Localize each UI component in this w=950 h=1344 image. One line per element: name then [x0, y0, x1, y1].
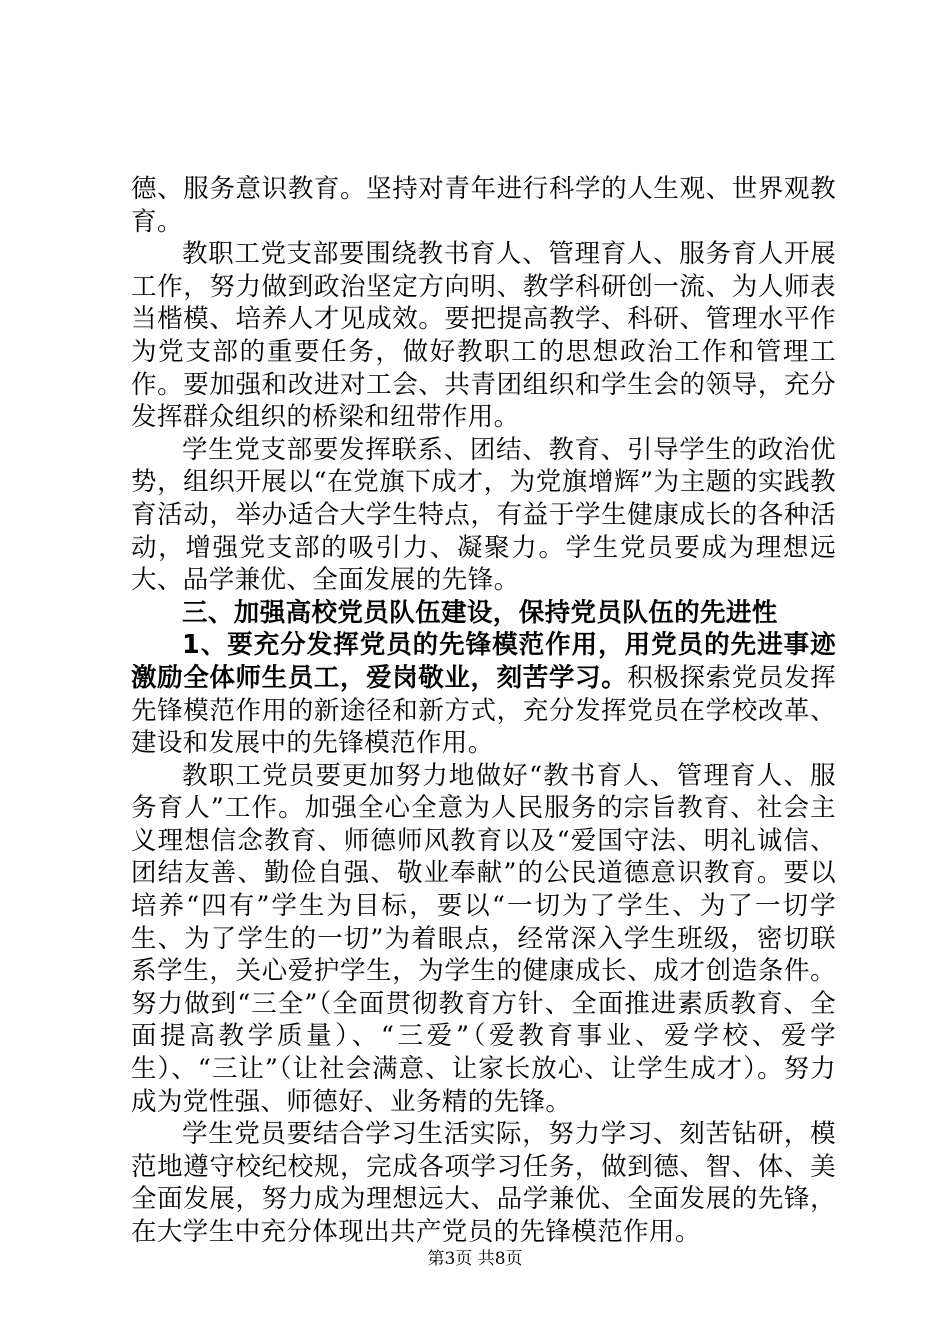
paragraph-continuation: 德、服务意识教育。坚持对青年进行科学的人生观、世界观教育。	[131, 174, 836, 237]
paragraph-point-1	[131, 629, 836, 759]
paragraph-student-members: 学生党员要结合学习生活实际，努力学习、刻苦钻研，模范地遵守校纪校规，完成各项学习任务，做到德、智、体、美全面发展，努力成为理想远大、品学兼优、全面发展的先锋，在大学生中充分体现出共产党员的先锋模范作用。	[131, 1119, 836, 1247]
document-body	[131, 173, 836, 1249]
section-heading: 三、加强高校党员队伍建设，保持党员队伍的先进性	[182, 597, 778, 628]
paragraph-faculty-branch: 教职工党支部要围绕教书育人、管理育人、服务育人开展工作，努力做到政治坚定方向明、教学科研创一流、为人师表当楷模、培养人才见成效。要把提高教学、科研、管理水平作为党支部的重要任务，做好教职工的思想政治工作和管理工作。要加强和改进对工会、共青团组织和学生会的领导，充分发挥群众组织的桥梁和纽带作用。	[131, 239, 836, 433]
paragraph-faculty-members: 教职工党员要更加努力地做好“教书育人、管理育人、服务育人”工作。加强全心全意为人民服务的宗旨教育、社会主义理想信念教育、师德师风教育以及“爱国守法、明礼诚信、团结友善、勤俭自强、敬业奉献”的公民道德意识教育。要以培养“四有”学生为目标，要以“一切为了学生、为了一切学生、为了学生的一切”为着眼点，经常深入学生班级，密切联系学生，关心爱护学生，为学生的健康成长、成才创造条件。努力做到“三全”（全面贯彻教育方针、全面推进素质教育、全面提高教学质量）、“三爱”（爱教育事业、爱学校、爱学生）、“三让”（让社会满意、让家长放心、让学生成才）。努力成为党性强、师德好、业务精的先锋。	[131, 760, 836, 1117]
point-1-body: 积极探索党员发挥先锋模范作用的新途径和新方式，充分发挥党员在学校改革、建设和发展中的先锋模范作用。	[131, 662, 836, 759]
paragraph-student-branch: 学生党支部要发挥联系、团结、教育、引导学生的政治优势，组织开展以“在党旗下成才，为党旗增辉”为主题的实践教育活动，举办适合大学生特点，有益于学生健康成长的各种活动，增强党支部的吸引力、凝聚力。学生党员要成为理想远大、品学兼优、全面发展的先锋。	[131, 434, 836, 596]
point-1-lead: 1、要充分发挥党员的先锋模范作用，用党员的先进事迹激励全体师生员工，爱岗敬业，刻苦学习。	[131, 630, 836, 693]
page-number-footer: 第3页 共8页	[427, 1249, 523, 1269]
